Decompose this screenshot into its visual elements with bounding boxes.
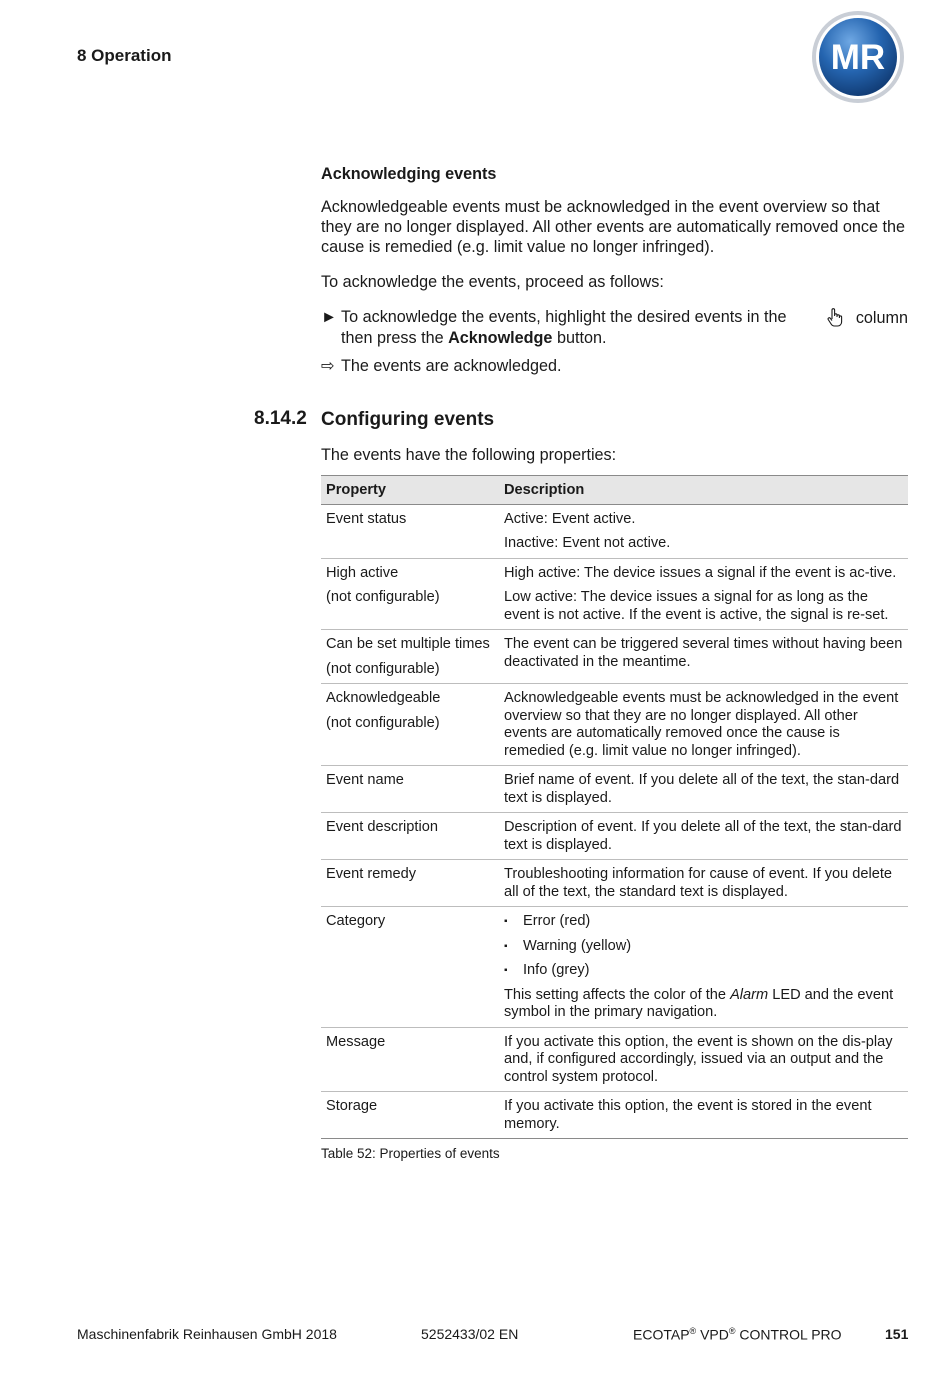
step-arrow-icon: ► <box>321 308 338 326</box>
table-body <box>321 504 908 1139</box>
chapter-heading: 8 Operation <box>77 46 172 65</box>
category-warning: ▪ Warning (yellow) <box>504 938 903 956</box>
main-content <box>254 164 908 1164</box>
ack-result <box>321 356 908 376</box>
description-cell: Active: Event active. <box>504 510 636 527</box>
table-row-category <box>321 907 908 1028</box>
alarm-led-label: Alarm <box>730 986 769 1003</box>
footer-doc-number: 5252433/02 EN <box>421 1326 519 1342</box>
footer-page-number: 151 <box>885 1326 909 1342</box>
header-description: Description <box>504 482 585 498</box>
table-row <box>321 504 908 558</box>
section-title: Configuring events <box>321 409 495 430</box>
table-row <box>321 766 908 813</box>
category-info: ▪ Info (grey) <box>504 962 903 980</box>
table-row <box>321 860 908 907</box>
table-row <box>321 684 908 766</box>
table-caption: Table 52: Properties of events <box>321 1146 500 1161</box>
table-row <box>321 630 908 684</box>
logo-text: MR <box>830 38 886 77</box>
description-cell: Acknowledgeable events must be acknowledged in the event overview so that they are no longer displayed. All other events are automatically removed once the cause is remedied (e.g. limit value no longer infringed). <box>504 690 899 759</box>
description-cell: The event can be triggered several times without having been deactivated in the meantime. <box>504 636 903 670</box>
category-error: ▪ Error (red) <box>504 913 903 931</box>
description-cell: Troubleshooting information for cause of event. If you delete all of the text, the standard text is displayed. <box>504 866 893 900</box>
property-cell: Message <box>326 1033 386 1050</box>
properties-table <box>321 475 908 1139</box>
header-property: Property <box>326 482 387 498</box>
table-header-row <box>321 476 908 505</box>
ack-paragraph-2: To acknowledge the events, proceed as follows: <box>321 273 664 291</box>
footer-product: ECOTAP® VPD® CONTROL PRO <box>633 1326 842 1343</box>
result-arrow-icon: ⇨ <box>321 357 335 375</box>
description-cell: If you activate this option, the event is shown on the dis-play and, if configured accordingly, issued via an output and the control system protocol. <box>504 1033 893 1085</box>
property-cell: Event status <box>326 510 407 527</box>
property-cell: (not configurable) <box>326 660 440 677</box>
property-cell: Storage <box>326 1098 378 1114</box>
description-cell: Inactive: Event not active. <box>504 535 671 551</box>
hand-pointer-icon <box>825 307 845 327</box>
property-cell: (not configurable) <box>326 714 440 731</box>
description-cell: If you activate this option, the event is stored in the event memory. <box>504 1098 872 1132</box>
section-intro: The events have the following properties: <box>321 446 617 464</box>
category-list <box>504 913 903 980</box>
property-cell: Category <box>326 913 386 929</box>
section-heading <box>254 408 908 431</box>
description-cell: Description of event. If you delete all of the text, the stan-dard text is displayed. <box>504 819 902 853</box>
table-row <box>321 1027 908 1092</box>
property-cell: Acknowledgeable <box>326 690 441 706</box>
property-cell: Event remedy <box>326 866 417 882</box>
property-cell: Event name <box>326 772 404 788</box>
table-row <box>321 558 908 630</box>
table-row <box>321 1092 908 1139</box>
section-number: 8.14.2 <box>254 408 307 429</box>
step-text-a: To acknowledge the events, highlight the desired events in the <box>341 308 787 326</box>
property-cell: Can be set multiple times <box>326 636 490 652</box>
ack-paragraph-1: Acknowledgeable events must be acknowledged in the event overview so that they are no longer displayed. All other events are automatically removed once the cause is remedied (e.g. limit value no longer infringed). <box>321 198 905 256</box>
table-row <box>321 813 908 860</box>
description-cell: Low active: The device issues a signal for as long as the event is not active. If the event is active, the signal is re-set. <box>504 589 889 623</box>
step-text-c: then press the <box>341 329 444 347</box>
ack-heading: Acknowledging events <box>321 165 497 183</box>
step-text-b: column <box>855 309 908 327</box>
acknowledge-button-label: Acknowledge <box>448 329 553 347</box>
footer-company: Maschinenfabrik Reinhausen GmbH 2018 <box>77 1326 337 1342</box>
description-cell: Brief name of event. If you delete all of the text, the stan-dard text is displayed. <box>504 772 900 806</box>
ack-step <box>321 307 908 348</box>
property-cell: Event description <box>326 819 438 835</box>
property-cell: High active <box>326 564 399 581</box>
step-text-d: button. <box>556 329 607 347</box>
property-cell: (not configurable) <box>326 589 440 605</box>
mr-logo <box>811 10 905 104</box>
category-note: This setting affects the color of the Alarm LED and the event symbol in the primary navigation. <box>504 986 894 1020</box>
result-text: The events are acknowledged. <box>341 357 562 375</box>
description-cell: High active: The device issues a signal if the event is ac-tive. <box>504 564 897 581</box>
